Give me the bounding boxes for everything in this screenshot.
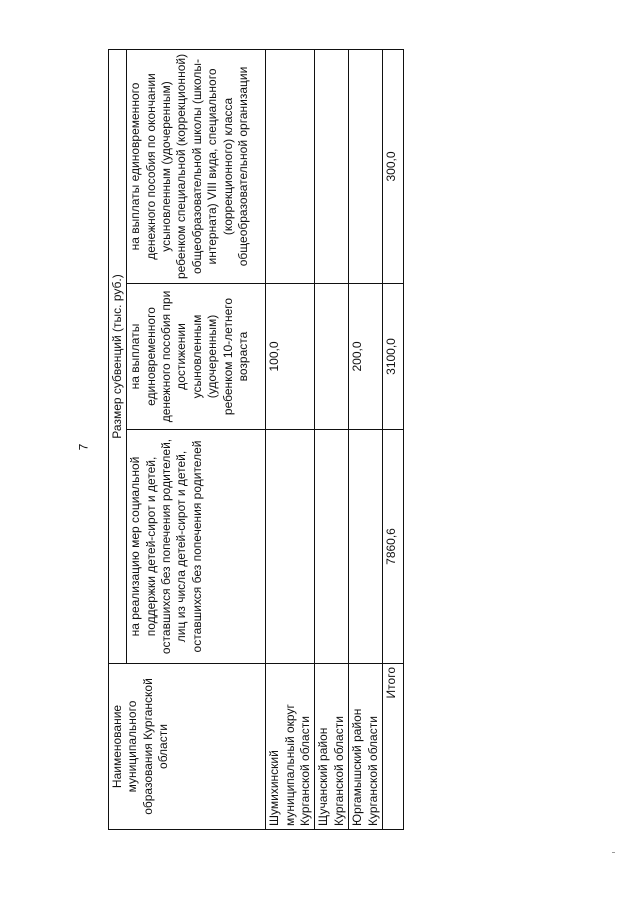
- header-row-1: [109, 49, 127, 829]
- header-col-social-support: на реализацию мер социальной поддержки детей-сирот и детей, оставшихся без попечения родителей, лиц из числа детей-сирот и детей, оставшихся без попечения родителей: [127, 430, 266, 664]
- subsidies-table: [108, 49, 404, 830]
- row-value-3: [315, 49, 349, 283]
- header-municipality: Наименование муниципального образования Курганской области: [109, 664, 266, 830]
- row-value-3: [349, 49, 383, 283]
- header-col-school-graduation-benefit: на выплаты единовременного денежного пособия по окончании усыновленным (удочеренным) ребенком специальной (коррекционной) общеобразовательной школы (школы-интерната) VIII вида, специального (коррекционного) класса общеобразовательной организации: [127, 49, 266, 283]
- total-value-1: 7860,6: [382, 430, 403, 664]
- total-label: Итого: [382, 664, 403, 830]
- table-row: [315, 49, 349, 829]
- rotated-page-content: [108, 50, 408, 830]
- table-row: [266, 49, 315, 829]
- total-row: [382, 49, 403, 829]
- row-value-1: [266, 430, 315, 664]
- row-name: Шумихинский муниципальный округ Курганской области: [266, 664, 315, 830]
- row-name: Юргамышский район Курганской области: [349, 664, 383, 830]
- header-subsidy-size: Размер субвенций (тыс. руб.): [109, 49, 127, 663]
- row-value-2: 200,0: [349, 284, 383, 430]
- row-name: Щучанский район Курганской области: [315, 664, 349, 830]
- table-row: [349, 49, 383, 829]
- row-value-1: [315, 430, 349, 664]
- row-value-3: [266, 49, 315, 283]
- page-number: 7: [76, 443, 91, 451]
- row-value-2: 100,0: [266, 284, 315, 430]
- scan-mark: [612, 852, 615, 853]
- row-value-1: [349, 430, 383, 664]
- total-value-3: 300,0: [382, 49, 403, 283]
- total-value-2: 3100,0: [382, 284, 403, 430]
- row-value-2: [315, 284, 349, 430]
- header-col-10-year-benefit: на выплаты единовременного денежного пособия при достижении усыновленным (удочеренным) ребенком 10-летнего возраста: [127, 284, 266, 430]
